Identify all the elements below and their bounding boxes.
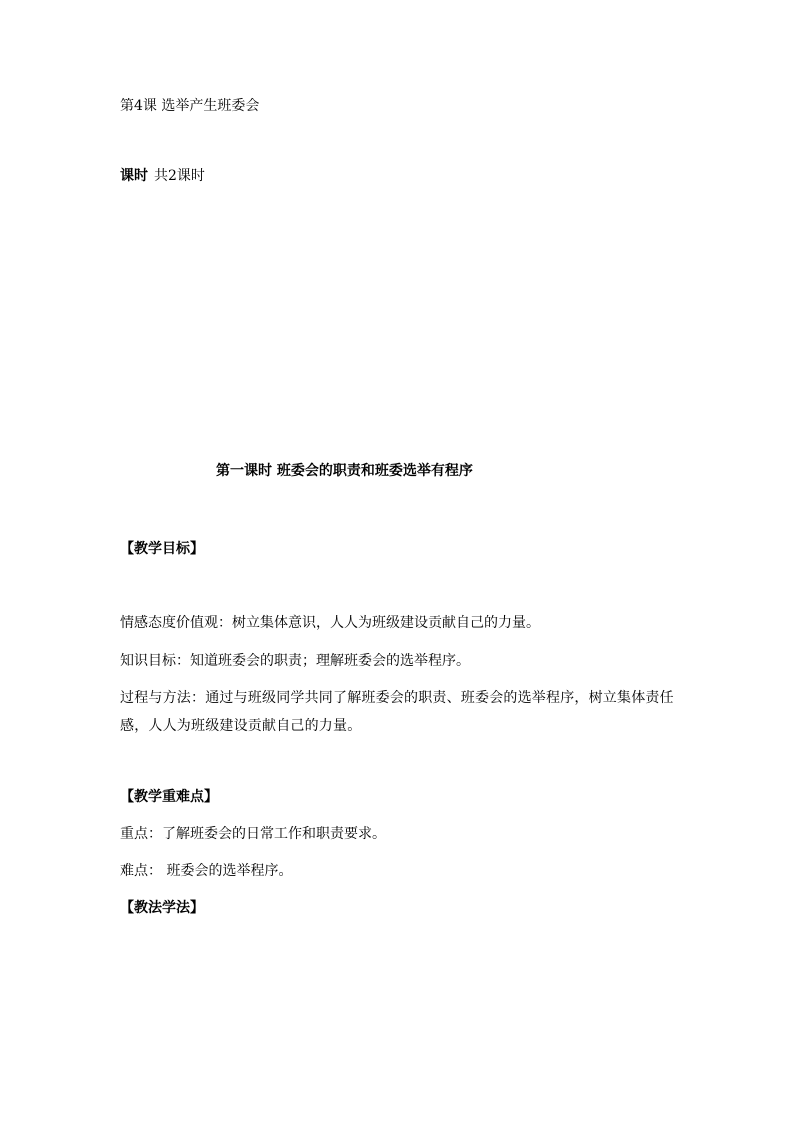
difficult-point: 难点： 班委会的选举程序。 (120, 863, 293, 879)
lesson-title: 第一课时 班委会的职责和班委选举有程序 (216, 463, 473, 479)
objective-emotion: 情感态度价值观：树立集体意识，人人为班级建设贡献自己的力量。 (120, 615, 540, 631)
key-points-heading: 【教学重难点】 (120, 789, 218, 805)
class-hours-line (120, 166, 205, 186)
objective-process: 过程与方法：通过与班级同学共同了解班委会的职责、班委会的选举程序，树立集体责任感，人人为班级建设贡献自己的力量。 (120, 690, 674, 734)
class-hours-value: 共2课时 (154, 168, 205, 184)
key-point: 重点：了解班委会的日常工作和职责要求。 (120, 826, 386, 842)
methods-heading: 【教法学法】 (120, 900, 204, 916)
unit-title: 第4课 选举产生班委会 (120, 98, 260, 114)
objective-knowledge: 知识目标：知道班委会的职责；理解班委会的选举程序。 (120, 653, 470, 669)
objectives-heading: 【教学目标】 (120, 541, 204, 557)
class-hours-label: 课时 (120, 168, 148, 184)
